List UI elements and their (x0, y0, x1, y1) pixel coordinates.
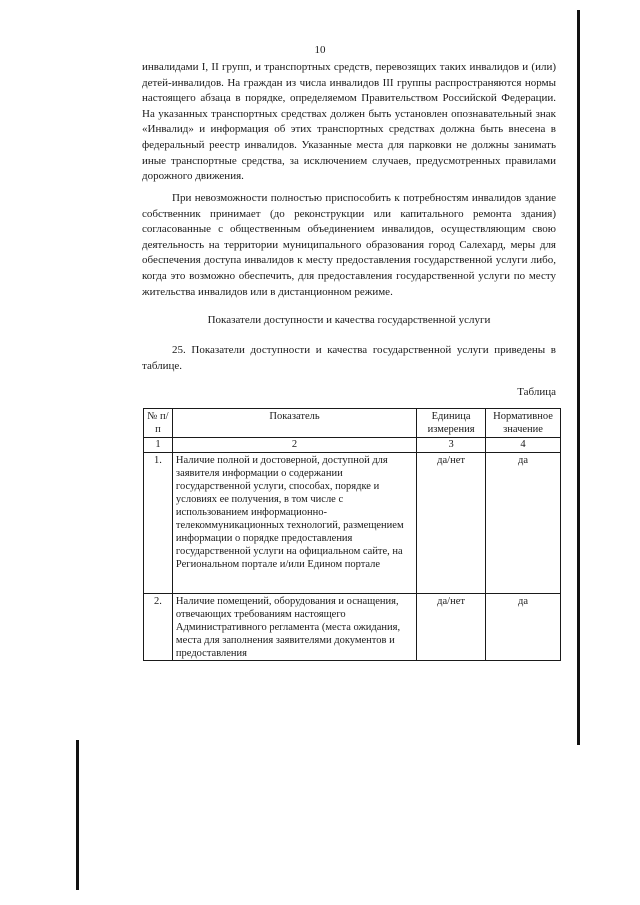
scan-edge-line-right (577, 10, 580, 745)
row-indicator-cell (172, 594, 416, 661)
header-norm: Нормативное значение (486, 409, 561, 438)
paragraph-building-adaptation-text: При невозможности полностью приспособить к потребностям инвалидов здание собственник принимает (до реконструкции или капитального ремонта здания) согласованные с общественным объединением инвалидов, осуществляющим свою деятельность на территории муниципального образования город Салехард, меры для обеспечения доступа инвалидов к месту предоставления государственной услуги либо, когда это возможно обеспечить, для предоставления государственной услуги по месту жительства инвалидов или в дистанционном режиме. (142, 192, 556, 298)
section-heading: Показатели доступности и качества государственной услуги (207, 314, 491, 326)
scan-edge-line-left (76, 740, 79, 890)
table-header-row (144, 409, 561, 438)
header-num: № п/п (144, 409, 173, 438)
row-unit: да/нет (417, 453, 486, 594)
header-unit: Единица измерения (417, 409, 486, 438)
paragraph-parking-text: инвалидами I, II групп, и транспортных средств, перевозящих таких инвалидов и (или) детей-инвалидов. На граждан из числа инвалидов III группы распространяются нормы настоящего абзаца в порядке, определяемом Правительством Российской Федерации. На указанных транспортных средствах должен быть установлен опознавательный знак «Инвалид» и информация об этих транспортных средствах должна быть внесена в федеральный реестр инвалидов. Указанные места для парковки не должны занимать иные транспортные средства, за исключением случаев, предусмотренных правилами дорожного движения. (142, 61, 556, 183)
table-index-row (144, 438, 561, 453)
row-num: 2. (144, 594, 173, 661)
index-cell: 3 (417, 438, 486, 453)
table-caption: Таблица (517, 386, 556, 398)
indicators-table (143, 408, 561, 661)
row-norm: да (486, 453, 561, 594)
row-unit: да/нет (417, 594, 486, 661)
paragraph-item-25 (142, 343, 556, 374)
paragraph-item-25-text: 25. Показатели доступности и качества государственной услуги приведены в таблице. (142, 344, 556, 372)
index-cell: 4 (486, 438, 561, 453)
row-indicator: Наличие полной и достоверной, доступной для заявителя информации о содержании государственной услуги, способах, порядке и условиях ее получения, в том числе с использованием информационно-телекоммуникационных технологий, размещением информации о порядке предоставления государственной услуги на официальном сайте, на Региональном портале и/или Едином портале (172, 453, 416, 594)
paragraph-building-adaptation (142, 191, 556, 300)
index-cell: 2 (172, 438, 416, 453)
table-row (144, 453, 561, 594)
row-num: 1. (144, 453, 173, 594)
table-row (144, 594, 561, 661)
row-indicator: Наличие помещений, оборудования и оснащения, отвечающих требованиям настоящего Административного регламента (места ожидания, места для заполнения заявителями документов и предоставления (175, 596, 401, 659)
index-cell: 1 (144, 438, 173, 453)
page-number: 10 (314, 44, 326, 56)
paragraph-parking (142, 60, 556, 185)
header-indicator: Показатель (172, 409, 416, 438)
row-norm: да (486, 594, 561, 661)
